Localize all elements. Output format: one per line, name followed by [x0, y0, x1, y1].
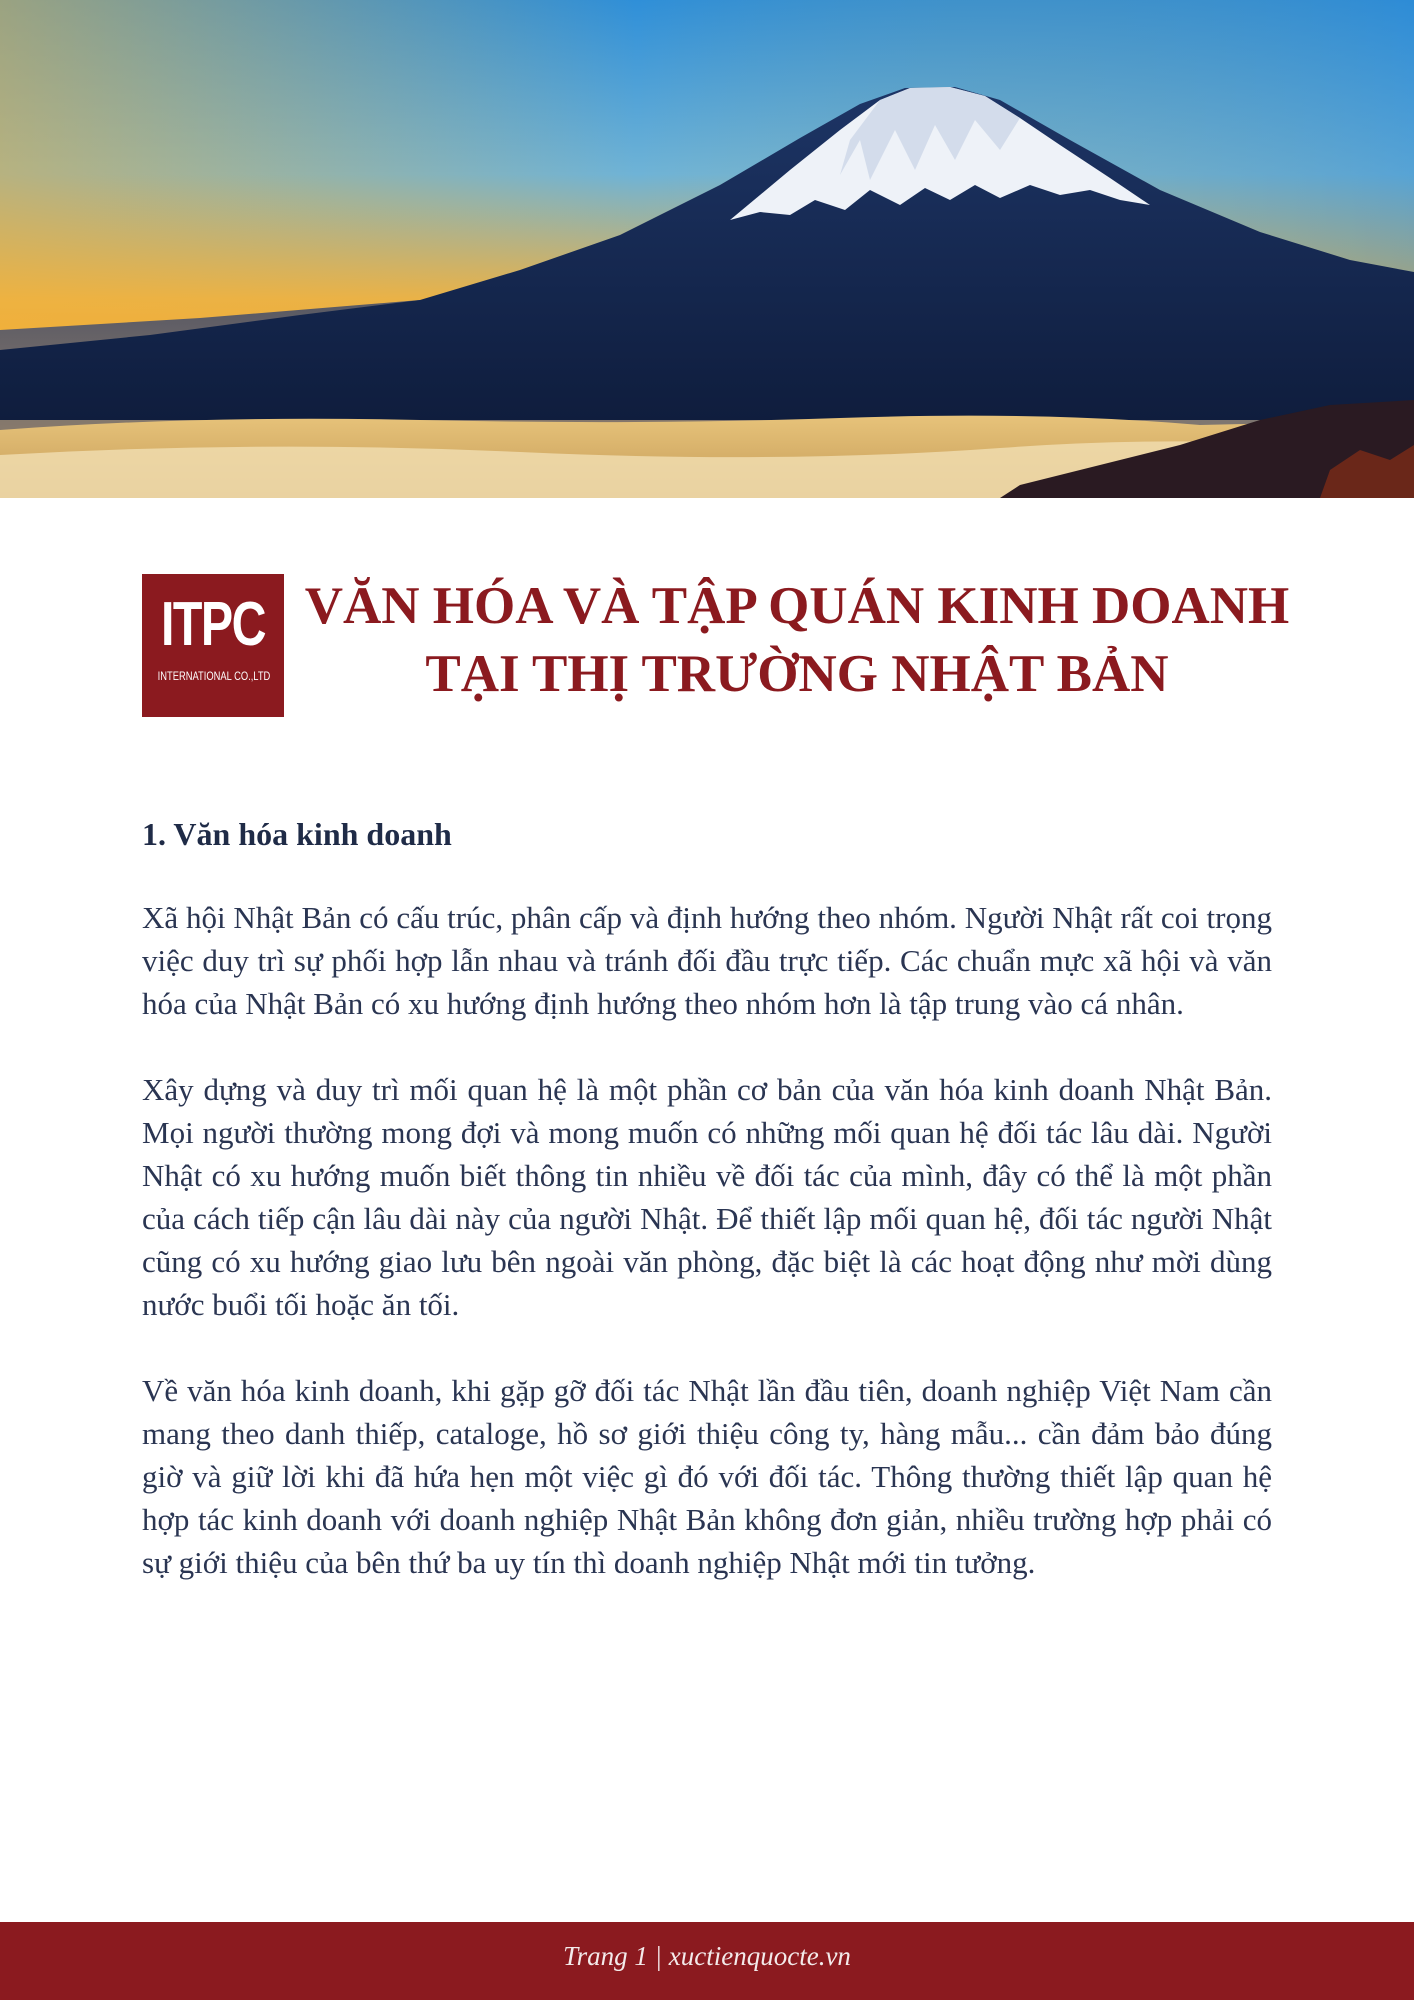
footer-text: Trang 1 | xuctienquocte.vn	[563, 1941, 851, 1971]
logo-main-text: ITPC	[161, 590, 265, 659]
paragraph: Xã hội Nhật Bản có cấu trúc, phân cấp và định hướng theo nhóm. Người Nhật rất coi trọng việc duy trì sự phối hợp lẫn nhau và tránh đối đầu trực tiếp. Các chuẩn mực xã hội và văn hóa của Nhật Bản có xu hướng định hướng theo nhóm hơn là tập trung vào cá nhân.	[142, 900, 1272, 1021]
paragraph: Về văn hóa kinh doanh, khi gặp gỡ đối tác Nhật lần đầu tiên, doanh nghiệp Việt Nam cần mang theo danh thiếp, cataloge, hồ sơ giới thiệu công ty, hàng mẫu... cần đảm bảo đúng giờ và giữ lời khi đã hứa hẹn một việc gì đó với đối tác. Thông thường thiết lập quan hệ hợp tác kinh doanh với doanh nghiệp Nhật Bản không đơn giản, nhiều trường hợp phải có sự giới thiệu của bên thứ ba uy tín thì doanh nghiệp Nhật mới tin tưởng.	[142, 1373, 1272, 1580]
paragraph: Xây dựng và duy trì mối quan hệ là một phần cơ bản của văn hóa kinh doanh Nhật Bản. Mọi người thường mong đợi và mong muốn có những mối quan hệ đối tác lâu dài. Người Nhật có xu hướng muốn biết thông tin nhiều về đối tác của mình, đây có thể là một phần của cách tiếp cận lâu dài này của người Nhật. Để thiết lập mối quan hệ, đối tác người Nhật cũng có xu hướng giao lưu bên ngoài văn phòng, đặc biệt là các hoạt động như mời dùng nước buổi tối hoặc ăn tối.	[142, 1072, 1272, 1322]
hero-image-mount-fuji	[0, 0, 1414, 498]
logo-sub-text: INTERNATIONAL CO.,LTD	[157, 669, 271, 683]
document-body	[142, 812, 1272, 1627]
itpc-logo	[142, 574, 284, 717]
section-heading: 1. Văn hóa kinh doanh	[142, 816, 452, 852]
title-line-1: VĂN HÓA VÀ TẬP QUÁN KINH DOANH	[304, 577, 1290, 635]
document-title	[302, 572, 1292, 708]
page-footer	[0, 1922, 1414, 2000]
title-line-2: TẠI THỊ TRƯỜNG NHẬT BẢN	[425, 645, 1169, 703]
title-block	[142, 574, 1292, 717]
